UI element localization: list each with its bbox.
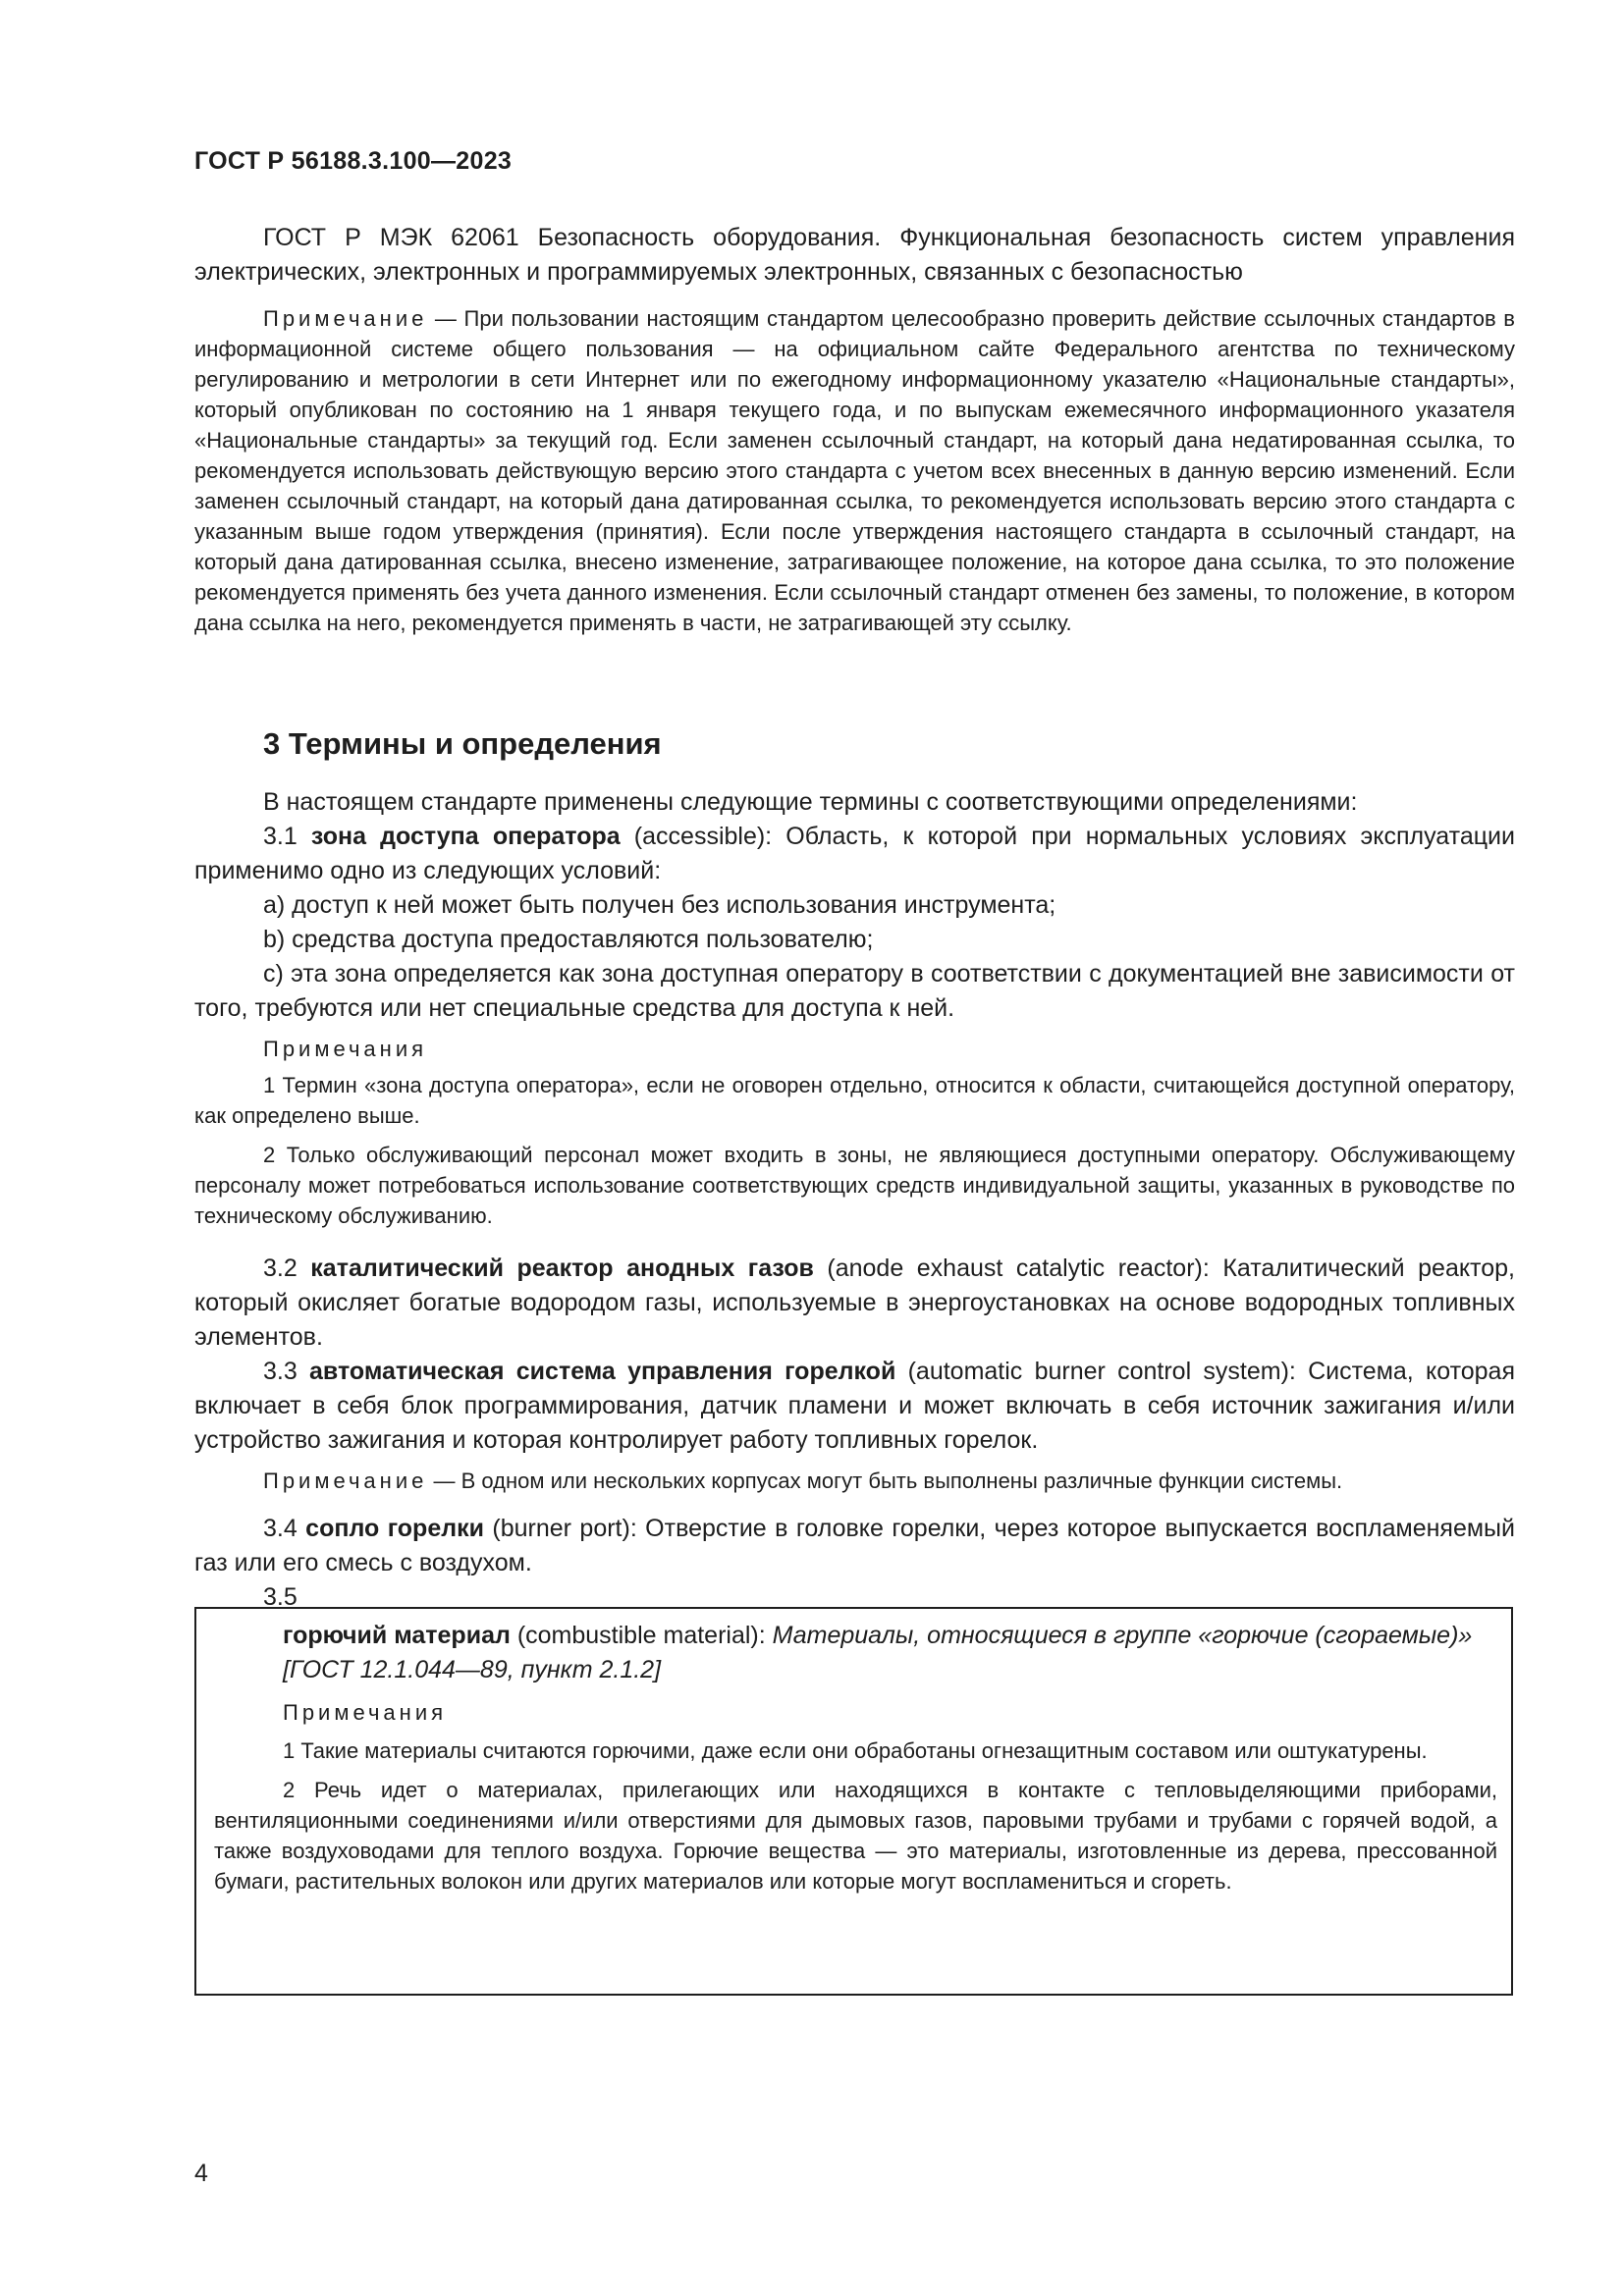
term-definition: Материалы, относящиеся в группе «горючие (сгораемые)»: [772, 1622, 1473, 1649]
term-3-3: 3.3 автоматическая система управления горелкой (automatic burner control system): Система, которая включает в себя блок программирования, датчик пламени и может включать в себя источник зажигания и/или устройство зажигания и которая контролирует работу топливных горелок.: [194, 1358, 1515, 1454]
note-2: 2 Только обслуживающий персонал может входить в зоны, не являющиеся доступными оператору. Обслуживающему персоналу может потребоваться использование соответствующих средств индивидуальной защиты, указанных в руководстве по техническому обслуживанию.: [194, 1143, 1515, 1228]
term-name: зона доступа оператора: [310, 823, 621, 850]
normative-reference: [194, 221, 1515, 290]
section-intro: В настоящем стандарте применены следующие термины с соответствующими определениями:: [263, 788, 1358, 816]
note-2: 2 Речь идет о материалах, прилегающих или находящихся в контакте с тепловыделяющими приборами, вентиляционными соединениями и/или отверстиями для дымовых газов, паровыми трубами и трубами с горячей водой, а также воздуховодами для теплого воздуха. Горючие вещества — это материалы, изготовленные из дерева, прессованной бумаги, растительных волокон или других материалов или которые могут воспламениться и сгореть.: [214, 1778, 1497, 1894]
note-1: 1 Термин «зона доступа оператора», если не оговорен отдельно, относится к области, считающейся доступной оператору, как определено выше.: [194, 1073, 1515, 1128]
list-item-b: b) средства доступа предоставляются пользователю;: [263, 926, 874, 953]
note-text: — В одном или нескольких корпусах могут быть выполнены различные функции системы.: [427, 1468, 1343, 1493]
term-3-4-block: [194, 1512, 1515, 1615]
term-name: автоматическая система управления горелкой: [309, 1358, 896, 1385]
note-1: 1 Такие материалы считаются горючими, даже если они обработаны огнезащитным составом или оштукатурены.: [283, 1738, 1428, 1763]
section-body: [194, 785, 1515, 1026]
term-3-3-note: [194, 1466, 1515, 1496]
reference-note: [194, 303, 1515, 638]
document-header: ГОСТ Р 56188.3.100—2023: [194, 147, 513, 175]
term-source: [ГОСТ 12.1.044—89, пункт 2.1.2]: [283, 1656, 662, 1683]
term-name: горючий материал: [283, 1622, 511, 1649]
section-title: 3 Термины и определения: [263, 726, 662, 761]
list-item-a: a) доступ к ней может быть получен без использования инструмента;: [263, 891, 1056, 919]
reference-iec-62061: ГОСТ Р МЭК 62061 Безопасность оборудования. Функциональная безопасность систем управления электрических, электронных и программируемых электронных, связанных с безопасностью: [194, 224, 1515, 286]
term-3-5: горючий материал (combustible material): Материалы, относящиеся в группе «горючие (сгораемые)»: [283, 1622, 1473, 1649]
term-3-5-box: [194, 1607, 1513, 1996]
term-3-5-number: 3.5: [263, 1583, 298, 1611]
term-3-2: 3.2 каталитический реактор анодных газов (anode exhaust catalytic reactor): Каталитический реактор, который окисляет богатые водородом газы, используемые в энергоустановках на основе водородных топливных элементов.: [194, 1255, 1515, 1351]
page-number: 4: [194, 2160, 208, 2187]
list-item-c: c) эта зона определяется как зона доступная оператору в соответствии с документацией вне зависимости от того, требуются или нет специальные средства для доступа к ней.: [194, 960, 1515, 1022]
note-label: Примечание: [263, 306, 428, 331]
note-label: Примечание: [263, 1468, 428, 1493]
terms-3-2-3-3: [194, 1252, 1515, 1458]
notes-label: Примечания: [283, 1700, 448, 1725]
term-3-4: 3.4 сопло горелки (burner port): Отверстие в головке горелки, через которое выпускается воспламеняемый газ или его смесь с воздухом.: [194, 1515, 1515, 1576]
term-3-1: 3.1 зона доступа оператора (accessible): Область, к которой при нормальных условиях эксплуатации применимо одно из следующих условий:: [194, 823, 1515, 884]
notes-label: Примечания: [263, 1037, 428, 1061]
term-3-1-notes: [194, 1034, 1515, 1231]
term-name: сопло горелки: [305, 1515, 484, 1542]
term-name: каталитический реактор анодных газов: [310, 1255, 814, 1282]
note-text: — При пользовании настоящим стандартом целесообразно проверить действие ссылочных стандартов в информационной системе общего пользования — на официальном сайте Федерального агентства по техническому регулированию и метрологии в сети Интернет или по ежегодному информационному указателю «Национальные стандарты», который опубликован по состоянию на 1 января текущего года, и по выпускам ежемесячного информационного указателя «Национальные стандарты» за текущий год. Если заменен ссылочный стандарт, на который дана недатированная ссылка, то рекомендуется использовать действующую версию этого стандарта с учетом всех внесенных в данную версию изменений. Если заменен ссылочный стандарт, на который дана датированная ссылка, то рекомендуется использовать версию этого стандарта с указанным выше годом утверждения (принятия). Если после утверждения настоящего стандарта в ссылочный стандарт, на который дана датированная ссылка, внесено изменение, затрагивающее положение, на которое дана ссылка, то это положение рекомендуется применять без учета данного изменения. Если ссылочный стандарт отменен без замены, то положение, в котором дана ссылка на него, рекомендуется применять в части, не затрагивающей эту ссылку.: [194, 306, 1515, 635]
